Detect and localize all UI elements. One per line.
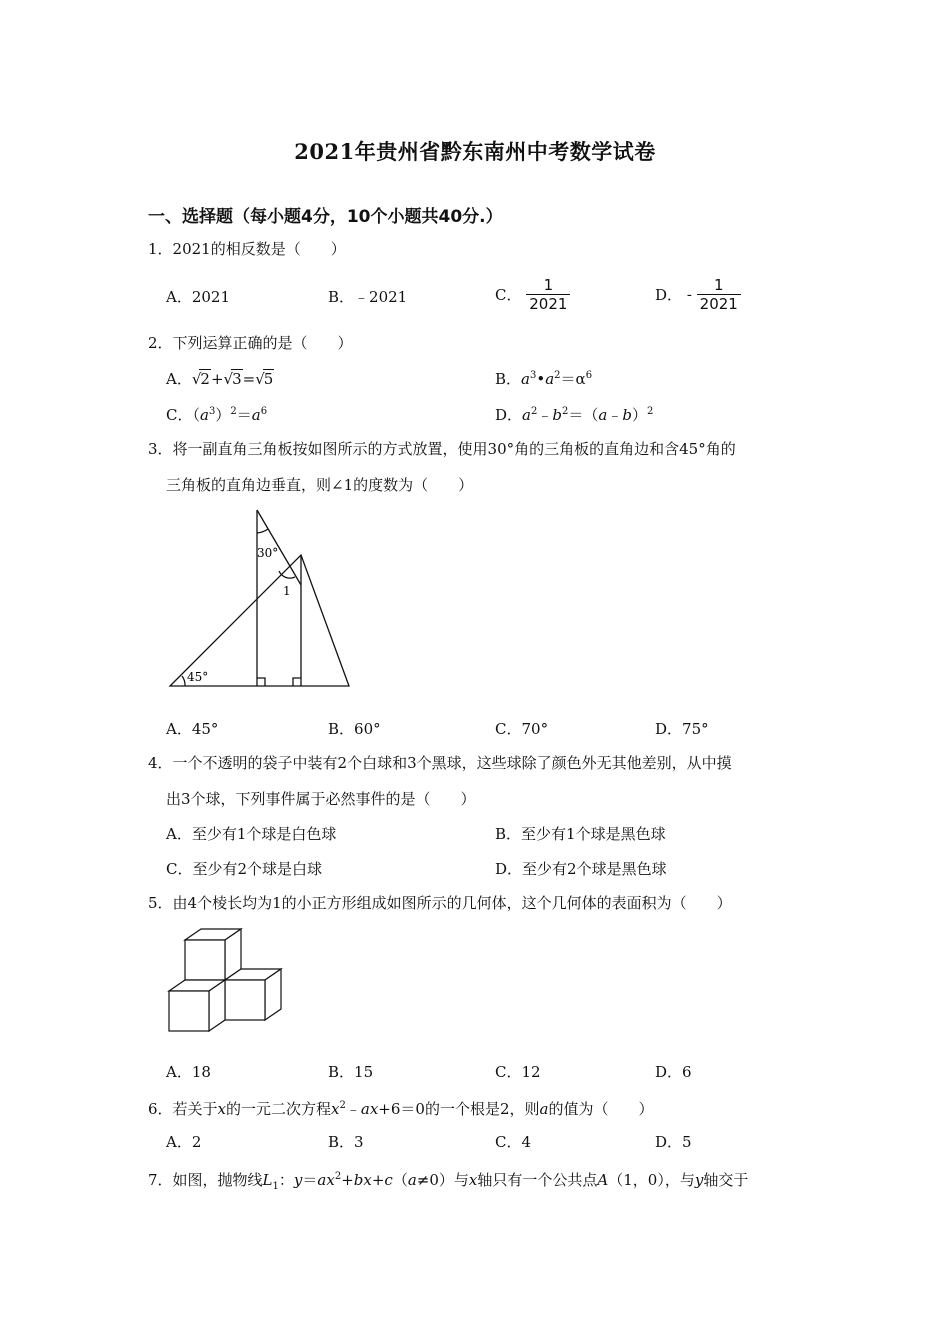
q7-text: ≠0）与 <box>416 1171 469 1189</box>
q7-text: + <box>341 1171 354 1189</box>
question-4-line-1: 4．一个不透明的袋子中装有2个白球和3个黑球，这些球除了颜色外无其他差别，从中摸 <box>148 754 732 772</box>
var-a: a <box>539 1100 549 1118</box>
exp: 2 <box>339 1100 346 1111</box>
var-y: y <box>694 1171 704 1189</box>
cube-right-front-face <box>225 980 265 1020</box>
q6-text: 的一元二次方程 <box>226 1100 332 1118</box>
q6-option-b: B．3 <box>328 1133 364 1151</box>
paren-close: ） <box>631 406 647 424</box>
radicand-2: 2 <box>200 370 210 388</box>
q1-option-c <box>495 276 570 313</box>
q2-b-label: B． <box>495 370 522 388</box>
var-c: c <box>384 1171 393 1189</box>
var-A: A <box>597 1171 609 1189</box>
q1-option-a: A．2021 <box>166 288 231 306</box>
q2-option-a <box>166 368 274 389</box>
q6-text: 的值为（ ） <box>548 1100 654 1118</box>
exp: 2 <box>554 370 561 381</box>
equals-sign: = <box>242 370 256 388</box>
exp: 2 <box>646 406 654 417</box>
radicand-5: 5 <box>263 370 274 388</box>
q6-text: 6．若关于 <box>148 1100 218 1118</box>
exp: 2 <box>561 406 569 417</box>
var-b: b <box>552 406 562 424</box>
exp: 2 <box>230 406 237 417</box>
var-a: a <box>407 1171 417 1189</box>
q7-text: （ <box>392 1171 408 1189</box>
question-3-line-1: 3．将一副直角三角板按如图所示的方式放置，使用30°角的三角板的直角边和含45°角的 <box>148 440 736 458</box>
var-ax: ax <box>360 1100 379 1118</box>
q7-text: ＝ <box>302 1171 318 1189</box>
q2-option-d <box>495 404 653 425</box>
equals-sign: ＝ <box>236 406 252 424</box>
var-b: b <box>622 406 632 424</box>
q5-option-a: A．18 <box>166 1063 211 1081</box>
angle-arc-1 <box>279 571 295 578</box>
cube-top-front-face <box>185 940 225 980</box>
q1-d-denominator: 2021 <box>699 295 738 313</box>
cube-figure <box>165 925 290 1040</box>
q3-option-d: D．75° <box>655 720 709 738</box>
var-x: x <box>468 1171 478 1189</box>
q2-c-label: C． <box>166 406 193 424</box>
question-6-stem <box>148 1095 653 1120</box>
exp: 2 <box>334 1171 342 1182</box>
triangle-45 <box>170 555 349 686</box>
q6-option-a: A．2 <box>166 1133 202 1151</box>
q5-option-d: D．6 <box>655 1063 692 1081</box>
right-angle-mark-2 <box>293 678 301 686</box>
var-x: x <box>217 1100 227 1118</box>
subscript: 1 <box>272 1181 279 1192</box>
q1-c-denominator: 2021 <box>529 295 568 313</box>
q1-d-fraction <box>697 276 741 313</box>
q1-option-b: B．﹣2021 <box>328 288 408 306</box>
q3-option-c: C．70° <box>495 720 549 738</box>
label-45: 45° <box>187 670 209 684</box>
q4-option-d: D．至少有2个球是黑色球 <box>495 860 667 878</box>
page-title: 2021年贵州省黔东南州中考数学试卷 <box>294 139 656 164</box>
q6-text: +6＝0的一个根是2，则 <box>378 1100 540 1118</box>
angle-arc-45 <box>182 676 185 686</box>
q1-d-label: D． <box>655 286 683 304</box>
var-L: L <box>262 1171 273 1189</box>
angle-arc-30 <box>257 529 268 533</box>
q1-c-label: C． <box>495 286 522 304</box>
triangle-figure <box>165 505 360 695</box>
q2-option-b <box>495 368 592 389</box>
question-4-line-2: 出3个球，下列事件属于必然事件的是（ ） <box>166 790 476 808</box>
exp: 2 <box>530 406 538 417</box>
var-a: a <box>251 406 261 424</box>
question-3-line-2: 三角板的直角边垂直，则∠1的度数为（ ） <box>166 476 474 494</box>
minus-sign: ﹣ <box>607 406 623 424</box>
q4-option-a: A．至少有1个球是白色球 <box>166 825 337 843</box>
q1-c-fraction <box>526 276 570 313</box>
q7-text: 轴只有一个公共点 <box>477 1171 598 1189</box>
q3-option-b: B．60° <box>328 720 381 738</box>
var-a: a <box>522 406 531 424</box>
var-a: a <box>598 406 608 424</box>
q1-d-sign: - <box>686 285 692 304</box>
q1-d-numerator: 1 <box>697 276 741 295</box>
label-angle-1: 1 <box>283 584 291 598</box>
var-a: a <box>521 370 530 388</box>
var-y: y <box>293 1171 303 1189</box>
label-30: 30° <box>257 546 279 560</box>
q7-text: （1，0），与 <box>608 1171 695 1189</box>
equals-alpha: ＝α <box>560 370 586 388</box>
q5-option-b: B．15 <box>328 1063 374 1081</box>
dot: • <box>536 370 546 388</box>
plus-sign: + <box>210 370 224 388</box>
exp: 6 <box>585 370 593 381</box>
minus-sign: ﹣ <box>537 406 553 424</box>
question-7-stem <box>148 1166 748 1198</box>
q7-text: + <box>371 1171 385 1189</box>
q7-text: ： <box>278 1171 294 1189</box>
var-a: a <box>200 406 209 424</box>
var-ax: ax <box>317 1171 335 1189</box>
q2-d-label: D． <box>495 406 523 424</box>
var-bx: bx <box>353 1171 372 1189</box>
right-angle-mark-1 <box>257 678 265 686</box>
sqrt-5: √5 <box>255 370 274 388</box>
q2-a-label: A． <box>166 370 192 388</box>
section-heading: 一、选择题（每小题4分，10个小题共40分.） <box>148 207 503 227</box>
q1-option-d <box>655 276 741 313</box>
var-x: x <box>331 1100 340 1118</box>
q2-option-c <box>166 404 267 425</box>
question-1-stem: 1．2021的相反数是（ ） <box>148 240 346 258</box>
q6-option-c: C．4 <box>495 1133 532 1151</box>
q3-option-a: A．45° <box>166 720 219 738</box>
sqrt-2: √2 <box>191 370 210 388</box>
exp: 3 <box>208 406 216 417</box>
q4-option-b: B．至少有1个球是黑色球 <box>495 825 666 843</box>
q7-text: 7．如图，抛物线 <box>148 1171 263 1189</box>
paren-open: （ <box>192 406 200 424</box>
q1-c-numerator: 1 <box>526 276 570 295</box>
var-a: a <box>545 370 555 388</box>
question-5-stem: 5．由4个棱长均为1的小正方形组成如图所示的几何体，这个几何体的表面积为（ ） <box>148 894 732 912</box>
exp: 6 <box>260 406 268 417</box>
q7-text: 轴交于 <box>703 1171 749 1189</box>
equals-paren: ＝（ <box>568 406 599 424</box>
cube-left-front-face <box>169 991 209 1031</box>
radicand-3: 3 <box>232 370 242 388</box>
question-2-stem: 2．下列运算正确的是（ ） <box>148 334 353 352</box>
q6-option-d: D．5 <box>655 1133 692 1151</box>
q5-option-c: C．12 <box>495 1063 541 1081</box>
q4-option-c: C．至少有2个球是白球 <box>166 860 323 878</box>
sqrt-3: √3 <box>223 370 242 388</box>
paren-close: ） <box>215 406 231 424</box>
q6-text: ﹣ <box>345 1100 361 1118</box>
exp: 3 <box>529 370 537 381</box>
